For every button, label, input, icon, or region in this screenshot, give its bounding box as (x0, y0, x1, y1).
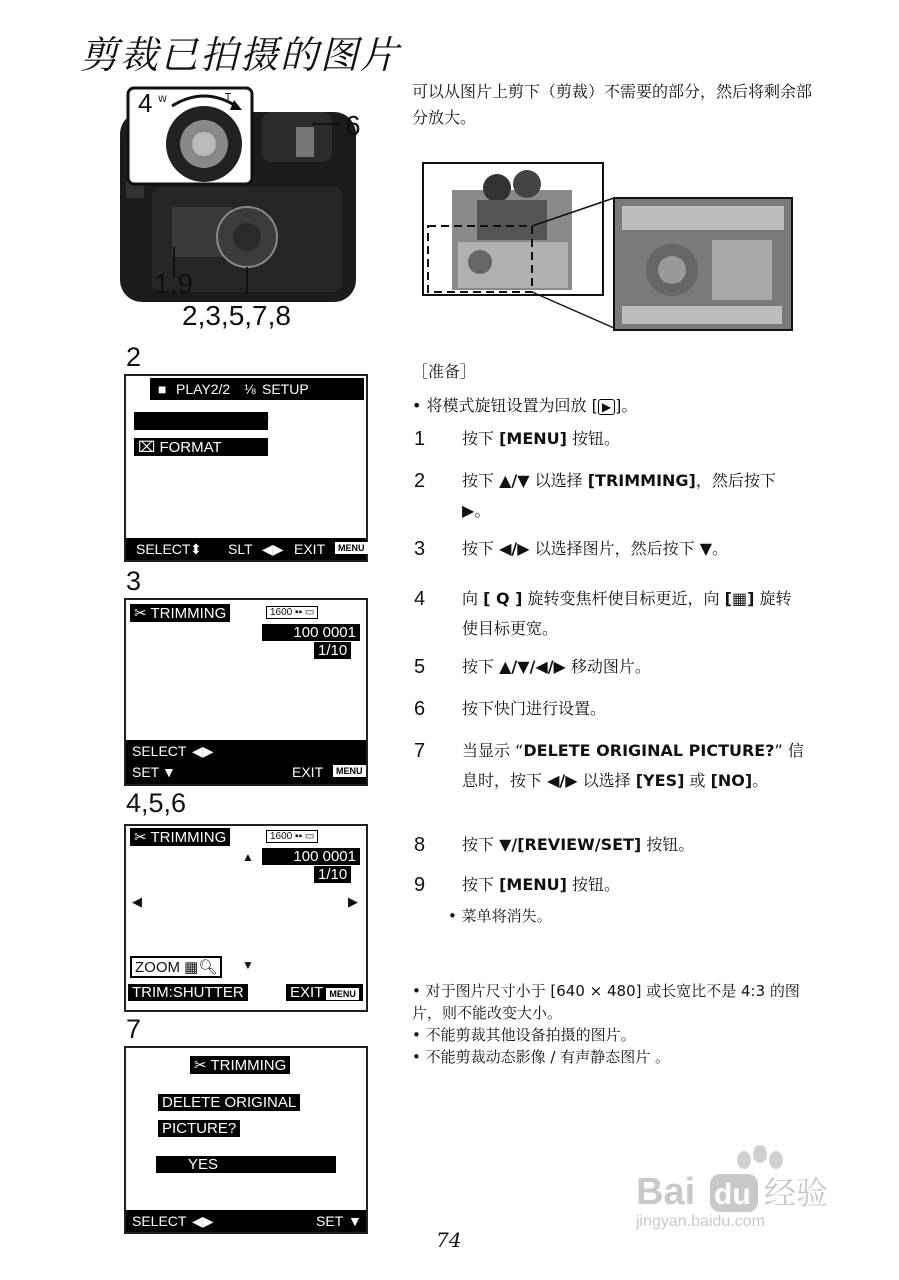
step-text-part: [▦] (724, 589, 755, 608)
scissors-icon: ✂ (134, 605, 147, 622)
step-text (462, 830, 807, 860)
screen-3-footer (126, 740, 366, 784)
size-badge: 1600 (270, 831, 293, 842)
step-text-part: DELETE ORIGINAL PICTURE? (523, 741, 775, 760)
delete-original-line: DELETE ORIGINAL (158, 1094, 300, 1111)
picture-line: PICTURE? (158, 1120, 240, 1137)
scissors-icon: ✂ (134, 829, 147, 846)
screen-2-lcd (124, 374, 368, 562)
trimming-tag (130, 828, 230, 846)
step-text-part: ▼/[REVIEW/SET] (499, 835, 642, 854)
down-arrow-icon: ▼ (242, 958, 254, 972)
step9-subnote-text: 菜单将消失。 (461, 907, 552, 925)
callout-1-9: 1,9 (154, 268, 193, 299)
footer-exit: EXIT (294, 541, 326, 557)
step-number: 4 (414, 588, 426, 610)
step-number: 8 (414, 834, 426, 856)
note-item: • 不能剪裁动态影像 / 有声静态图片 。 (412, 1048, 670, 1066)
zoom-t-label: T (225, 92, 232, 103)
down-icon: ▼ (162, 764, 176, 780)
zoom-label: ZOOM (135, 959, 180, 976)
tab-play: PLAY2/2 (176, 381, 231, 397)
wide-icon: ▦ (184, 959, 199, 976)
step-text-part: 。 (474, 501, 491, 520)
step-text (462, 466, 807, 526)
leftright-icon: ◀▶ (262, 541, 284, 557)
svg-text:du: du (714, 1178, 751, 1211)
footer-slt: SLT (228, 541, 253, 557)
step-text (462, 694, 807, 724)
scissors-icon: ✂ (194, 1057, 207, 1074)
step-number: 2 (414, 470, 426, 492)
step-text-part: 按下 (462, 875, 500, 894)
menu-arrow-right-icon: ▸ (264, 412, 270, 423)
menu-badge: MENU (335, 542, 368, 554)
zoom-w-label: W (158, 95, 167, 105)
step-text-part: 。 (752, 771, 769, 790)
step-text-part: 当显示 “ (462, 741, 524, 760)
right-arrow-icon: ▶ (348, 894, 358, 909)
step-number: 7 (414, 740, 426, 762)
screen-7-footer (126, 1210, 366, 1232)
step-text-part: 按下快门进行设置。 (462, 699, 607, 718)
page-title: 剪裁已拍摄的图片 (80, 33, 401, 77)
step-text (462, 652, 807, 682)
trimming-tag (190, 1056, 290, 1074)
leftright-icon: ◀▶ (192, 1213, 214, 1229)
updown-icon: ⬍ (190, 541, 202, 557)
note-item: • 不能剪裁其他设备拍摄的图片。 (412, 1026, 636, 1044)
play-tab-icon: ■ (158, 381, 167, 397)
svg-text:经验: 经验 (764, 1174, 829, 1212)
image-count: 1/10 (314, 866, 351, 883)
magnifier-icon: 🔍︎ (198, 959, 218, 976)
format-icon: ⌧ (138, 439, 156, 456)
trimming-photo-drawing (422, 160, 794, 332)
step-text (462, 534, 807, 564)
step-text-part: 按下 (462, 539, 500, 558)
step-text-part: [YES] (635, 771, 685, 790)
yes-label: YES (188, 1156, 219, 1173)
trimming-label: TRIMMING (210, 1057, 287, 1074)
screen-3-label: 3 (126, 566, 142, 596)
status-strip: 1600 ▪▪ ▭ (266, 606, 318, 619)
prep-bullet-text: 将模式旋钮设置为回放 [ (426, 396, 598, 415)
step-text-part: 按下 (462, 429, 500, 448)
footer-set: SET (132, 764, 160, 780)
menu-badge: MENU (333, 765, 366, 777)
footer-select: SELECT (132, 1213, 187, 1229)
step-text-part: ▲/▼ (499, 471, 530, 490)
baidu-paw-logo (636, 1140, 856, 1230)
step-text (462, 736, 807, 796)
callout-2-3-5-7-8: 2,3,5,7,8 (182, 300, 291, 331)
step-text-part: 向 (462, 589, 484, 608)
baidu-watermark (636, 1140, 856, 1234)
step-text-part: [NO] (710, 771, 753, 790)
prep-heading: ［准备］ (412, 362, 477, 381)
screen-456-lcd (124, 824, 368, 1012)
step-text-part: 按钮。 (641, 835, 695, 854)
down-icon: ▼ (348, 1213, 362, 1229)
note-text: 对于图片尺寸小于 [640 × 480] 或长宽比不是 4:3 的图片，则不能改变大小。 (412, 982, 800, 1022)
trimming-label: TRIMMING (150, 605, 227, 622)
step-text-part: ◀/▶ (547, 771, 578, 790)
playback-icon: ▶ (598, 399, 615, 415)
folder-file: 100 0001 (262, 848, 360, 865)
note-item: • 对于图片尺寸小于 [640 × 480] 或长宽比不是 4:3 的图片，则不能改变大小。 (412, 982, 800, 1022)
trim-shutter: TRIM:SHUTTER (128, 984, 248, 1001)
step-text-part: 移动图片。 (565, 657, 651, 676)
footer-select: SELECT (136, 541, 191, 557)
callout-4: 4 (138, 88, 153, 118)
step-text-part: ▲/▼/◀/▶ (499, 657, 566, 676)
image-count: 1/10 (314, 642, 351, 659)
step-text-part: ◀/▶ (499, 539, 530, 558)
left-arrow-icon: ◀ (132, 894, 142, 909)
setup-tab-icon: ⅛ (244, 381, 256, 397)
prep-bullet-end: ]。 (615, 396, 638, 415)
status-strip: 1600 ▪▪ ▭ (266, 830, 318, 843)
menu-trimming-highlight (134, 412, 268, 430)
menu-format (134, 438, 268, 456)
trimming-tag (130, 604, 230, 622)
screen-7-lcd (124, 1046, 368, 1234)
footer-exit: EXIT (290, 984, 324, 1001)
step-text-part: 按下 (462, 835, 500, 854)
footer-set: SET (316, 1213, 344, 1229)
screen-456-label: 4,5,6 (126, 788, 187, 818)
step-number: 9 (414, 874, 426, 896)
screen-2-label: 2 (126, 342, 142, 372)
footer-select: SELECT (132, 743, 187, 759)
step-text (462, 424, 807, 454)
notes-list (412, 980, 822, 1068)
size-badge: 1600 (270, 607, 293, 618)
page-number: 74 (436, 1228, 462, 1252)
exit-tag (286, 984, 363, 1001)
step-text-part: 旋转使目标更宽。 (462, 589, 792, 638)
step-text (462, 870, 807, 900)
step-number: 6 (414, 698, 426, 720)
up-arrow-icon: ▲ (242, 850, 254, 864)
trimming-label: TRIMMING (150, 829, 227, 846)
step-text-part: 按钮。 (566, 875, 621, 894)
step-text-part: [TRIMMING] (587, 471, 696, 490)
svg-text:jingyan.baidu.com: jingyan.baidu.com (636, 1213, 765, 1230)
note-text: 不能剪裁动态影像 / 有声静态图片 。 (425, 1048, 670, 1066)
yes-option (156, 1156, 336, 1173)
step-text-part: 按钮。 (566, 429, 621, 448)
step-text-part: ▼ (699, 539, 713, 558)
step-text-part: 旋转变焦杆使目标更近，向 (522, 589, 725, 608)
menu-format-label: FORMAT (159, 439, 222, 456)
callout-6: 6 (345, 110, 361, 141)
footer-exit: EXIT (292, 764, 324, 780)
step-number: 3 (414, 538, 426, 560)
step-text-part: ，然后按下 (695, 471, 776, 490)
screen-3-lcd (124, 598, 368, 786)
step-text-part: 按下 (462, 471, 500, 490)
note-text: 不能剪裁其他设备拍摄的图片。 (425, 1026, 636, 1044)
step-text-part: ” 信息时，按下 (462, 741, 804, 790)
step-text-part: 以选择 (577, 771, 636, 790)
menu-badge: MENU (326, 988, 359, 1000)
step-number: 5 (414, 656, 426, 678)
step-text-part: 按下 (462, 657, 500, 676)
screen-2-tabbar (150, 378, 364, 400)
step-text-part: 以选择 (529, 471, 588, 490)
trimming-illustration (422, 160, 794, 332)
folder-file: 100 0001 (262, 624, 360, 641)
tab-setup: SETUP (262, 381, 309, 397)
step-text-part: [MENU] (499, 875, 567, 894)
step-text (462, 584, 807, 644)
screen-7-label: 7 (126, 1014, 142, 1044)
svg-text:Bai: Bai (636, 1171, 696, 1213)
intro-text: 可以从图片上剪下（剪裁）不需要的部分，然后将剩余部分放大。 (412, 82, 813, 127)
step-text-part: [MENU] (499, 429, 567, 448)
step-number: 1 (414, 428, 426, 450)
step-text-part: ▶ (462, 501, 475, 520)
step-text-part: 。 (712, 539, 729, 558)
zoom-indicator (130, 956, 222, 978)
step-text-part: [ Q ] (483, 589, 523, 608)
leftright-icon: ◀▶ (192, 743, 214, 759)
screen-2-footer (126, 538, 366, 560)
prep-bullet: • 将模式旋钮设置为回放 [ ▶ ]。 (412, 396, 638, 415)
step-text-part: 或 (684, 771, 711, 790)
step9-subnote: • 菜单将消失。 (448, 907, 552, 925)
step-text-part: 以选择图片，然后按下 (529, 539, 700, 558)
